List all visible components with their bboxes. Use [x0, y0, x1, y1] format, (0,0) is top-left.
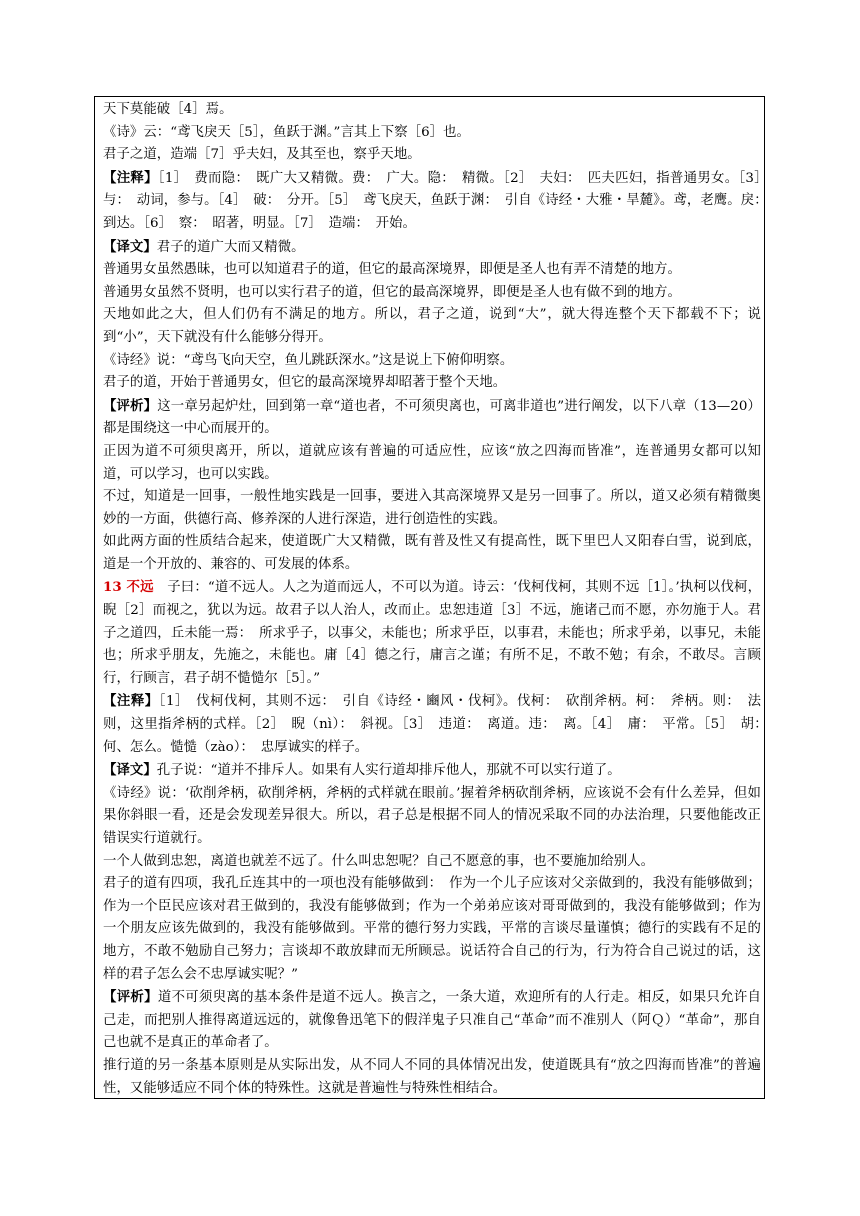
paragraph	[103, 350, 761, 373]
paragraph	[103, 395, 761, 441]
paragraph-text: 普通男女虽然不贤明，也可以实行君子的道，但它的最高深境界，即便是圣人也有做不到的地方。	[103, 284, 681, 300]
paragraph-text: 《诗》云：“鸢飞戾天［5］，鱼跃于渊。”言其上下察［6］也。	[103, 124, 470, 140]
paragraph-text: 这一章另起炉灶，回到第一章“道也者，不可须臾离也，可离非道也”进行阐发，以下八章（13—20）都是围绕这一中心而展开的。	[103, 398, 762, 437]
paragraph	[103, 783, 761, 851]
paragraph	[103, 986, 761, 1055]
section-tag: 【注释】	[103, 169, 158, 186]
paragraph	[103, 690, 775, 759]
paragraph-text: 普通男女虽然愚昧，也可以知道君子的道，但它的最高深境界，即便是圣人也有弄不清楚的地方。	[103, 262, 681, 278]
paragraph-text: 君子的道有四项，我孔丘连其中的一项也没有能够做到： 作为一个儿子应该对父亲做到的，我没有能够做到；作为一个臣民应该对君王做到的，我没有能够做到；作为一个弟弟应该对哥哥做到的，我没有能够做到；作为一个朋友应该先做到的，我没有能够做到。平常的德行努力实践，平常的言谈尽量谨慎；德行的实践有不足的地方，不敢不勉励自己努力；言谈却不敢放肆而无所顾忌。说话符合自己的行为，行为符合自己说过的话，这样的君子怎么会不忠厚诚实呢？”	[103, 876, 761, 982]
paragraph-text: 天地如此之大，但人们仍有不满足的地方。所以，君子之道，说到“大”，就大得连整个天下都载不下；说到“小”，天下就没有什么能够分得开。	[103, 307, 761, 345]
section-tag: 【评析】	[103, 989, 158, 1006]
paragraph-text: 不过，知道是一回事，一般性地实践是一回事，要进入其高深境界又是另一回事了。所以，道又必须有精微奥妙的一方面，供德行高、修养深的人进行深造，进行创造性的实践。	[103, 489, 761, 527]
paragraph-text: 君子的道，开始于普通男女，但它的最高深境界却昭著于整个天地。	[103, 375, 507, 391]
section-tag: 【评析】	[103, 397, 158, 414]
paragraph	[103, 144, 761, 167]
section-tag: 【译文】	[103, 762, 157, 779]
paragraph-text: 《诗经》说：‘砍削斧柄，砍削斧柄，斧柄的式样就在眼前。’握着斧柄砍削斧柄，应该说不会有什么差异，但如果你斜眼一看，还是会发现差异很大。所以，君子总是根据不同人的情况采取不同的办法治理，只要他能改正错误实行道就行。	[103, 785, 761, 846]
section-tag: 【注释】	[103, 693, 159, 710]
paragraph	[103, 259, 761, 282]
paragraph	[103, 531, 761, 576]
paragraph	[103, 873, 761, 986]
paragraph	[103, 167, 775, 236]
paragraph-text: 天下莫能破［4］焉。	[103, 102, 233, 117]
paragraph	[103, 122, 761, 145]
paragraph-text: 君子的道广大而又精微。	[156, 239, 305, 255]
section-heading: 13 不远	[103, 579, 154, 596]
paragraph	[103, 99, 761, 122]
paragraph-text: 孔子说：“道并不排斥人。如果有人实行道却排斥他人，那就不可以实行道了。	[156, 763, 621, 779]
section-tag: 【译文】	[103, 238, 157, 255]
paragraph-text: 君子之道，造端［7］乎夫妇，及其至也，察乎天地。	[103, 147, 421, 163]
paragraph-text: 道不可须臾离的基本条件是道不远人。换言之，一条大道，欢迎所有的人行走。相反，如果只允许自己走，而把别人推得离道远远的，就像鲁迅笔下的假洋鬼子只准自己“革命”而不准别人（阿Ｑ）“革命”，那自己也就不是真正的革命者了。	[103, 990, 761, 1051]
paragraph	[103, 1055, 761, 1100]
paragraph	[103, 851, 761, 874]
paragraph-text: ［1］ 伐柯伐柯，其则不远： 引自《诗经・豳风・伐柯》。伐柯： 砍削斧柄。柯： 斧柄。则： 法则，这里指斧柄的式样。［2］ 睨（nì）： 斜视。［3］ 违道： 离道。违： 离。［4］ 庸： 平常。［5］ 胡： 何、怎么。慥慥（zào）： 忠厚诚实的样子。	[103, 694, 775, 755]
paragraph	[103, 441, 761, 486]
paragraph	[103, 372, 761, 395]
paragraph	[103, 576, 761, 690]
paragraph	[103, 236, 761, 260]
paragraph-text: ［1］ 费而隐： 既广大又精微。费： 广大。隐： 精微。［2］ 夫妇： 匹夫匹妇，指普通男女。［3］ 与： 动词，参与。［4］ 破： 分开。［5］ 鸢飞戾天，鱼跃于渊： 引自《诗经・大雅・旱麓》。鸢，老鹰。戾： 到达。［6］ 察： 昭著，明显。［7］ 造端： 开始。	[103, 170, 775, 231]
paragraph-text: 一个人做到忠恕，离道也就差不远了。什么叫忠恕呢？自己不愿意的事，也不要施加给别人。	[103, 853, 655, 869]
paragraph-text: 子曰：“道不远人。人之为道而远人，不可以为道。诗云：‘伐柯伐柯，其则不远［1］。’执柯以伐柯，睨［2］而视之，犹以为远。故君子以人治人，改而止。忠恕违道［3］不远，施诸己而不愿，亦勿施于人。君子之道四，丘未能一焉： 所求乎子，以事父，未能也；所求乎臣，以事君，未能也；所求乎弟，以事兄，未能也；所求乎朋友，先施之，未能也。庸［4］德之行，庸言之谨；有所不足，不敢不勉；有余，不敢尽。言顾行，行顾言，君子胡不慥慥尔［5］。”	[103, 580, 762, 686]
paragraph-text: 《诗经》说：“鸢鸟飞向天空，鱼儿跳跃深水。”这是说上下俯仰明察。	[103, 352, 514, 368]
paragraph	[103, 282, 761, 305]
paragraph-text: 如此两方面的性质结合起来，使道既广大又精微，既有普及性又有提高性，既下里巴人又阳春白雪，说到底，道是一个开放的、兼容的、可发展的体系。	[103, 534, 761, 572]
document-body	[103, 99, 775, 1100]
paragraph	[103, 304, 761, 349]
paragraph-text: 推行道的另一条基本原则是从实际出发，从不同人不同的具体情况出发，使道既具有“放之四海而皆准”的普遍性，又能够适应不同个体的特殊性。这就是普遍性与特殊性相结合。	[103, 1057, 761, 1096]
paragraph-text: 正因为道不可须臾离开，所以，道就应该有普遍的可适应性，应该“放之四海而皆准”，连普通男女都可以知道，可以学习，也可以实践。	[103, 443, 761, 482]
paragraph	[103, 486, 761, 531]
paragraph	[103, 759, 761, 783]
